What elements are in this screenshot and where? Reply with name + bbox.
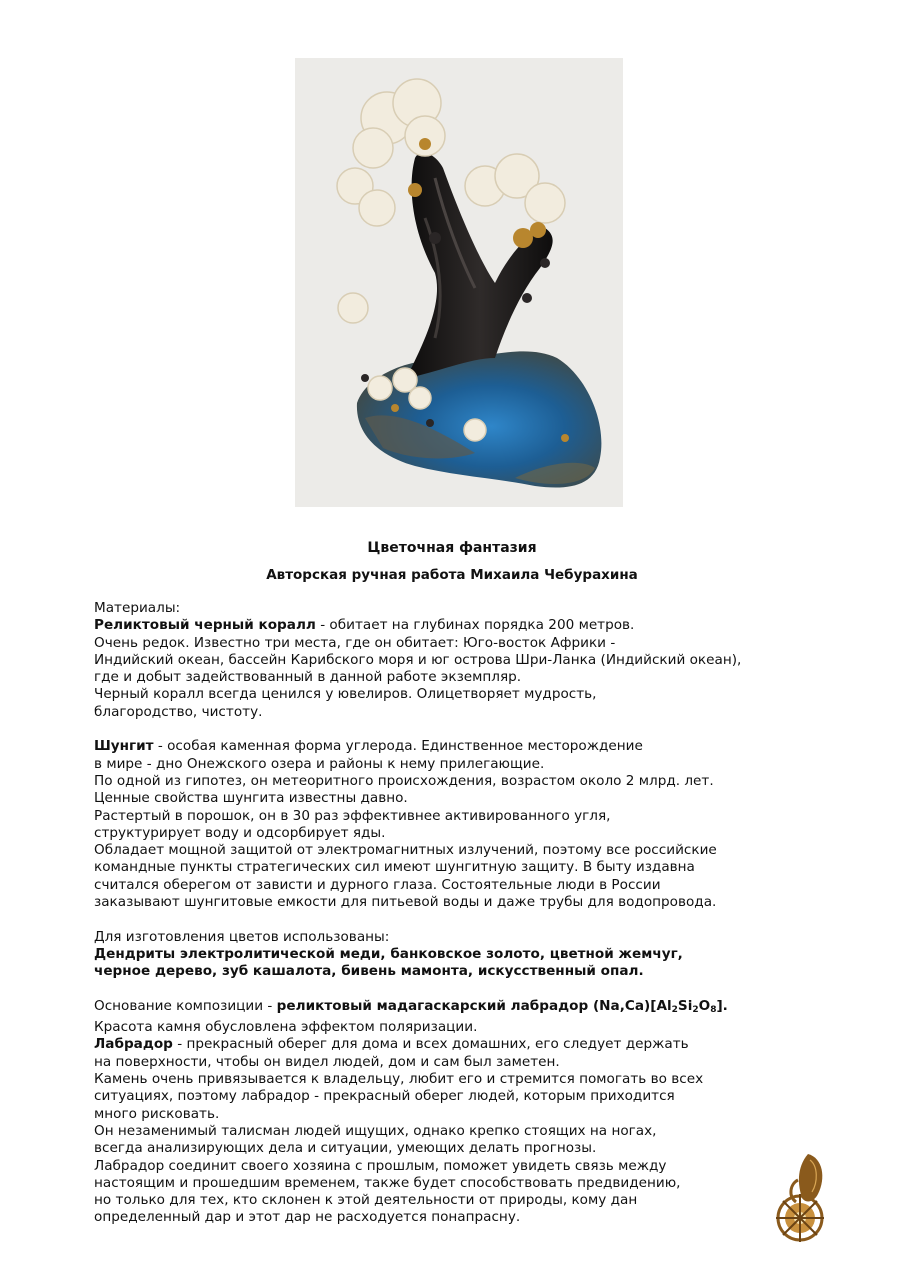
base-line-9: всегда анализирующих дела и ситуации, умеющих делать прогнозы. <box>94 1140 597 1157</box>
base-line-4: на поверхности, чтобы он видел людей, дом и сам был заметен. <box>94 1053 560 1070</box>
shungite-name: Шунгит <box>94 738 154 755</box>
base-line-3: Лабрадор - прекрасный оберег для дома и всех домашних, его следует держать <box>94 1036 689 1053</box>
coral-line-5: Черный коралл всегда ценился у ювелиров. Олицетворяет мудрость, <box>94 686 597 703</box>
coral-line-3: Индийский океан, бассейн Карибского моря и юг острова Шри-Ланка (Индийский океан), <box>94 651 742 668</box>
coral-line-4: где и добыт задействованный в данной работе экземпляр. <box>94 669 522 686</box>
sculpture-photo <box>295 58 623 507</box>
base-line-6: ситуациях, поэтому лабрадор - прекрасный оберег людей, которым приходится <box>94 1088 675 1105</box>
shungite-line-1: Шунгит - особая каменная форма углерода. Единственное месторождение <box>94 738 643 755</box>
description-text <box>94 600 854 1227</box>
shungite-line-7: Обладает мощной защитой от электромагнитных излучений, поэтому все российские <box>94 842 717 859</box>
base-line-7: много рисковать. <box>94 1105 220 1122</box>
base-line-5: Камень очень привязывается к владельцу, любит его и стремится помогать во всех <box>94 1071 704 1088</box>
coral-line-1: Реликтовый черный коралл - обитает на глубинах порядка 200 метров. <box>94 617 635 634</box>
shungite-line-9: считался оберегом от зависти и дурного глаза. Состоятельные люди в России <box>94 876 661 893</box>
shungite-line-8: командные пункты стратегических сил имеют шунгитную защиту. В быту издавна <box>94 859 695 876</box>
base-line-11: настоящим и прошедшим временем, также будет способствовать предвидению, <box>94 1174 681 1191</box>
shungite-line-6: структурирует воду и одсорбирует яды. <box>94 824 386 841</box>
page-subtitle: Авторская ручная работа Михаила Чебурахина <box>266 567 638 583</box>
butterfly-compass-icon <box>768 1150 832 1244</box>
flowers-line-1: Для изготовления цветов использованы: <box>94 928 390 945</box>
flowers-line-3: черное дерево, зуб кашалота, бивень мамонта, искусственный опал. <box>94 963 644 980</box>
base-line-12: но только для тех, кто склонен к этой деятельности от природы, кому дан <box>94 1192 638 1209</box>
materials-label: Материалы: <box>94 600 181 616</box>
coral-line-6: благородство, чистоту. <box>94 703 263 720</box>
flowers-line-2: Дендриты электролитической меди, банковское золото, цветной жемчуг, <box>94 945 683 962</box>
labradorite-name: Лабрадор <box>94 1036 173 1053</box>
base-line-2: Красота камня обусловлена эффектом поляризации. <box>94 1019 478 1036</box>
base-line-10: Лабрадор соединит своего хозяина с прошлым, поможет увидеть связь между <box>94 1157 667 1174</box>
base-line-13: определенный дар и этот дар не расходуется понапрасну. <box>94 1209 521 1226</box>
shungite-line-5: Растертый в порошок, он в 30 раз эффективнее активированного угля, <box>94 807 611 824</box>
shungite-line-4: Ценные свойства шунгита известны давно. <box>94 790 408 807</box>
coral-name: Реликтовый черный коралл <box>94 617 316 634</box>
shungite-line-3: По одной из гипотез, он метеоритного происхождения, возрастом около 2 млрд. лет. <box>94 772 714 789</box>
shungite-line-10: заказывают шунгитовые емкости для питьевой воды и даже трубы для водопровода. <box>94 894 717 911</box>
shungite-line-2: в мире - дно Онежского озера и районы к нему прилегающие. <box>94 755 545 772</box>
coral-line-2: Очень редок. Известно три места, где он обитает: Юго-восток Африки - <box>94 634 616 651</box>
base-line-1: Основание композиции - реликтовый мадагаскарский лабрадор (Na,Ca)[Al2Si2O8]. <box>94 997 728 1015</box>
page-title: Цветочная фантазия <box>367 540 537 556</box>
base-line-8: Он незаменимый талисман людей ищущих, однако крепко стоящих на ногах, <box>94 1122 657 1139</box>
